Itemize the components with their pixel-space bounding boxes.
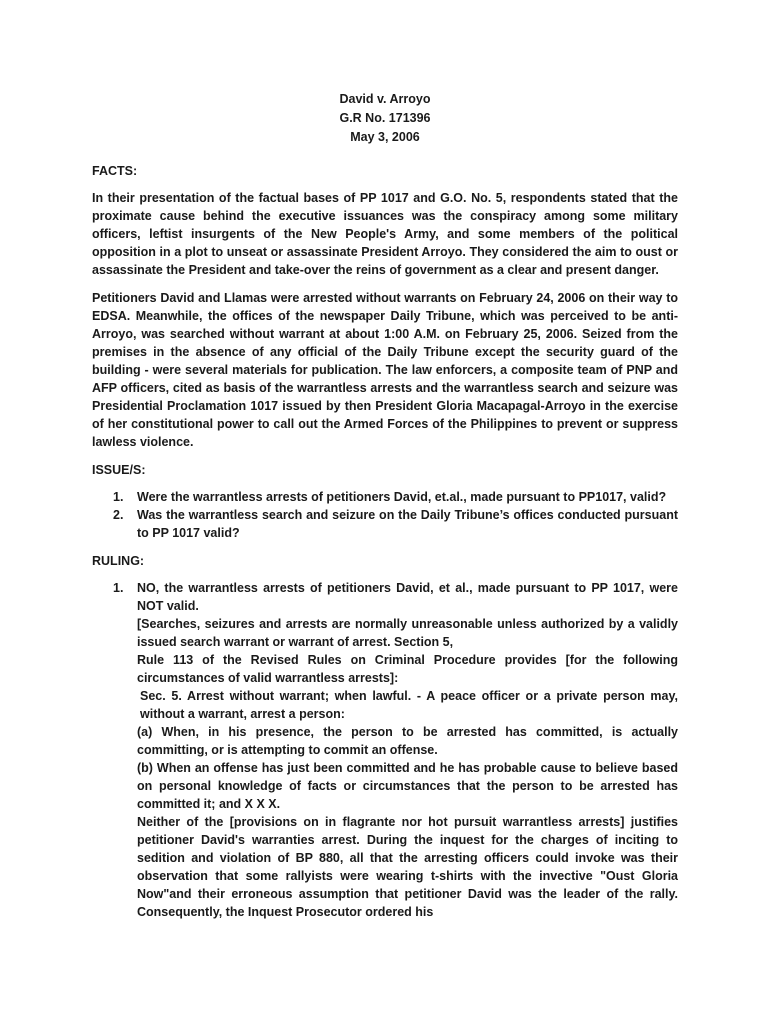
facts-paragraph-1: In their presentation of the factual bases of PP 1017 and G.O. No. 5, respondents stated that the proximate cause behind the executive issuances was the conspiracy among some military officers, leftist insurgents of the New People's Army, and some members of the political opposition in a plot to unseat or assassinate President Arroyo. They considered the aim to oust or assassinate the President and take-over the reins of government as a clear and present danger. <box>92 191 678 277</box>
issues-heading: ISSUE/S: <box>92 463 146 477</box>
issue-number: 2. <box>113 508 124 522</box>
ruling-item <box>92 579 678 615</box>
case-name: David v. Arroyo <box>339 92 431 106</box>
issue-text: Was the warrantless search and seizure on the Daily Tribune’s offices conducted pursuant to PP 1017 valid? <box>137 508 678 540</box>
case-date: May 3, 2006 <box>350 130 420 144</box>
facts-paragraph-2: Petitioners David and Llamas were arrested without warrants on February 24, 2006 on their way to EDSA. Meanwhile, the offices of the newspaper Daily Tribune, which was perceived to be anti-Arroyo, was searched without warrant at about 1:00 A.M. on February 25, 2006. Seized from the premises in the absence of any official of the Daily Tribune except the security guard of the building - were several materials for publication. The law enforcers, a composite team of PNP and AFP officers, cited as basis of the warrantless arrests and the warrantless search and seizure was Presidential Proclamation 1017 issued by then President Gloria Macapagal-Arroyo in the exercise of her constitutional power to call out the Armed Forces of the Philippines to prevent or suppress lawless violence. <box>92 291 678 449</box>
ruling-line: (b) When an offense has just been committed and he has probable cause to believe based on personal knowledge of facts or circumstances that the person to be arrested has committed it; and X X X. <box>137 761 678 811</box>
ruling-list <box>92 579 678 615</box>
case-title-block <box>92 90 678 147</box>
issue-item <box>92 506 678 542</box>
issue-item <box>92 488 678 506</box>
document-page <box>92 90 678 921</box>
facts-heading: FACTS: <box>92 164 138 178</box>
ruling-line: Sec. 5. Arrest without warrant; when lawful. - A peace officer or a private person may, without a warrant, arrest a person: <box>140 689 678 721</box>
ruling-number: 1. <box>113 581 124 595</box>
issue-number: 1. <box>113 490 124 504</box>
ruling-text: NO, the warrantless arrests of petitioners David, et al., made pursuant to PP 1017, were NOT valid. <box>137 581 678 613</box>
ruling-line: [Searches, seizures and arrests are normally unreasonable unless authorized by a validly issued search warrant or warrant of arrest. Section 5, <box>137 617 678 649</box>
ruling-heading: RULING: <box>92 554 145 568</box>
case-number: G.R No. 171396 <box>339 111 431 125</box>
ruling-line: Rule 113 of the Revised Rules on Criminal Procedure provides [for the following circumstances of valid warrantless arrests]: <box>137 653 678 685</box>
issues-list <box>92 488 678 542</box>
ruling-line: (a) When, in his presence, the person to be arrested has committed, is actually committing, or is attempting to commit an offense. <box>137 725 678 757</box>
ruling-line: Neither of the [provisions on in flagrante nor hot pursuit warrantless arrests] justifies petitioner David's warranties arrest. During the inquest for the charges of inciting to sedition and violation of BP 880, all that the arresting officers could invoke was their observation that some rallyists were wearing t-shirts with the invective "Oust Gloria Now"and their erroneous assumption that petitioner David was the leader of the rally. Consequently, the Inquest Prosecutor ordered his <box>137 815 678 919</box>
ruling-details <box>92 615 678 921</box>
issue-text: Were the warrantless arrests of petitioners David, et.al., made pursuant to PP1017, valid? <box>137 490 667 504</box>
